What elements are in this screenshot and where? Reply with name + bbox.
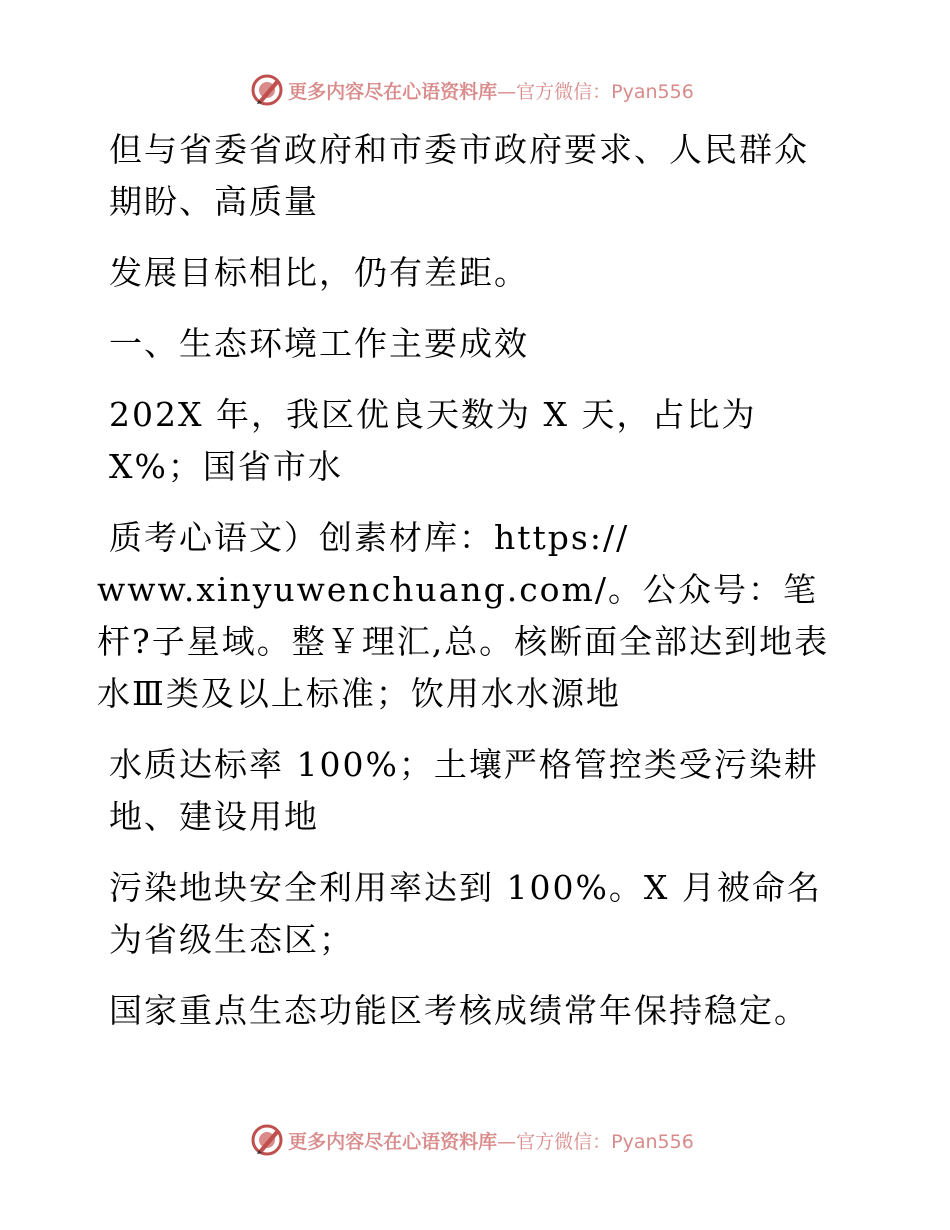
pen-logo-icon	[250, 1123, 284, 1157]
header-banner-title: 更多内容尽在心语资料库	[288, 80, 498, 103]
pen-logo-icon	[250, 73, 284, 107]
paragraph-5: www.xinyuwenchuang.com/。公众号：笔杆?子星域。整￥理汇,总。核断面全部达到地表水Ⅲ类及以上标准；饮用水水源地	[97, 570, 830, 713]
paragraph-7: 污染地块安全利用率达到 100%。X 月被命名为省级生态区；	[109, 868, 822, 959]
paragraph-3: 202X 年，我区优良天数为 X 天，占比为 X%；国省市水	[109, 395, 769, 486]
paragraph-8: 国家重点生态功能区考核成绩常年保持稳定。	[109, 991, 809, 1030]
document-body	[97, 124, 837, 1056]
paragraph-6: 水质达标率 100%；土壤严格管控类受污染耕地、建设用地	[109, 745, 819, 836]
header-banner-inner	[250, 73, 694, 107]
paragraph-2: 发展目标相比，仍有差距。	[109, 253, 529, 292]
footer-banner-inner	[250, 1123, 694, 1157]
footer-banner-wechat: —官方微信：Pyan556	[497, 1130, 694, 1153]
footer-banner	[0, 1120, 950, 1160]
paragraph-4: 质考心语文）创素材库：https://	[109, 518, 630, 557]
paragraph-1: 但与省委省政府和市委市政府要求、人民群众期盼、高质量	[109, 130, 809, 221]
section-heading: 一、生态环境工作主要成效	[109, 324, 529, 363]
footer-banner-title: 更多内容尽在心语资料库	[288, 1130, 498, 1153]
header-banner-wechat: —官方微信：Pyan556	[497, 80, 694, 103]
header-banner	[0, 70, 950, 110]
